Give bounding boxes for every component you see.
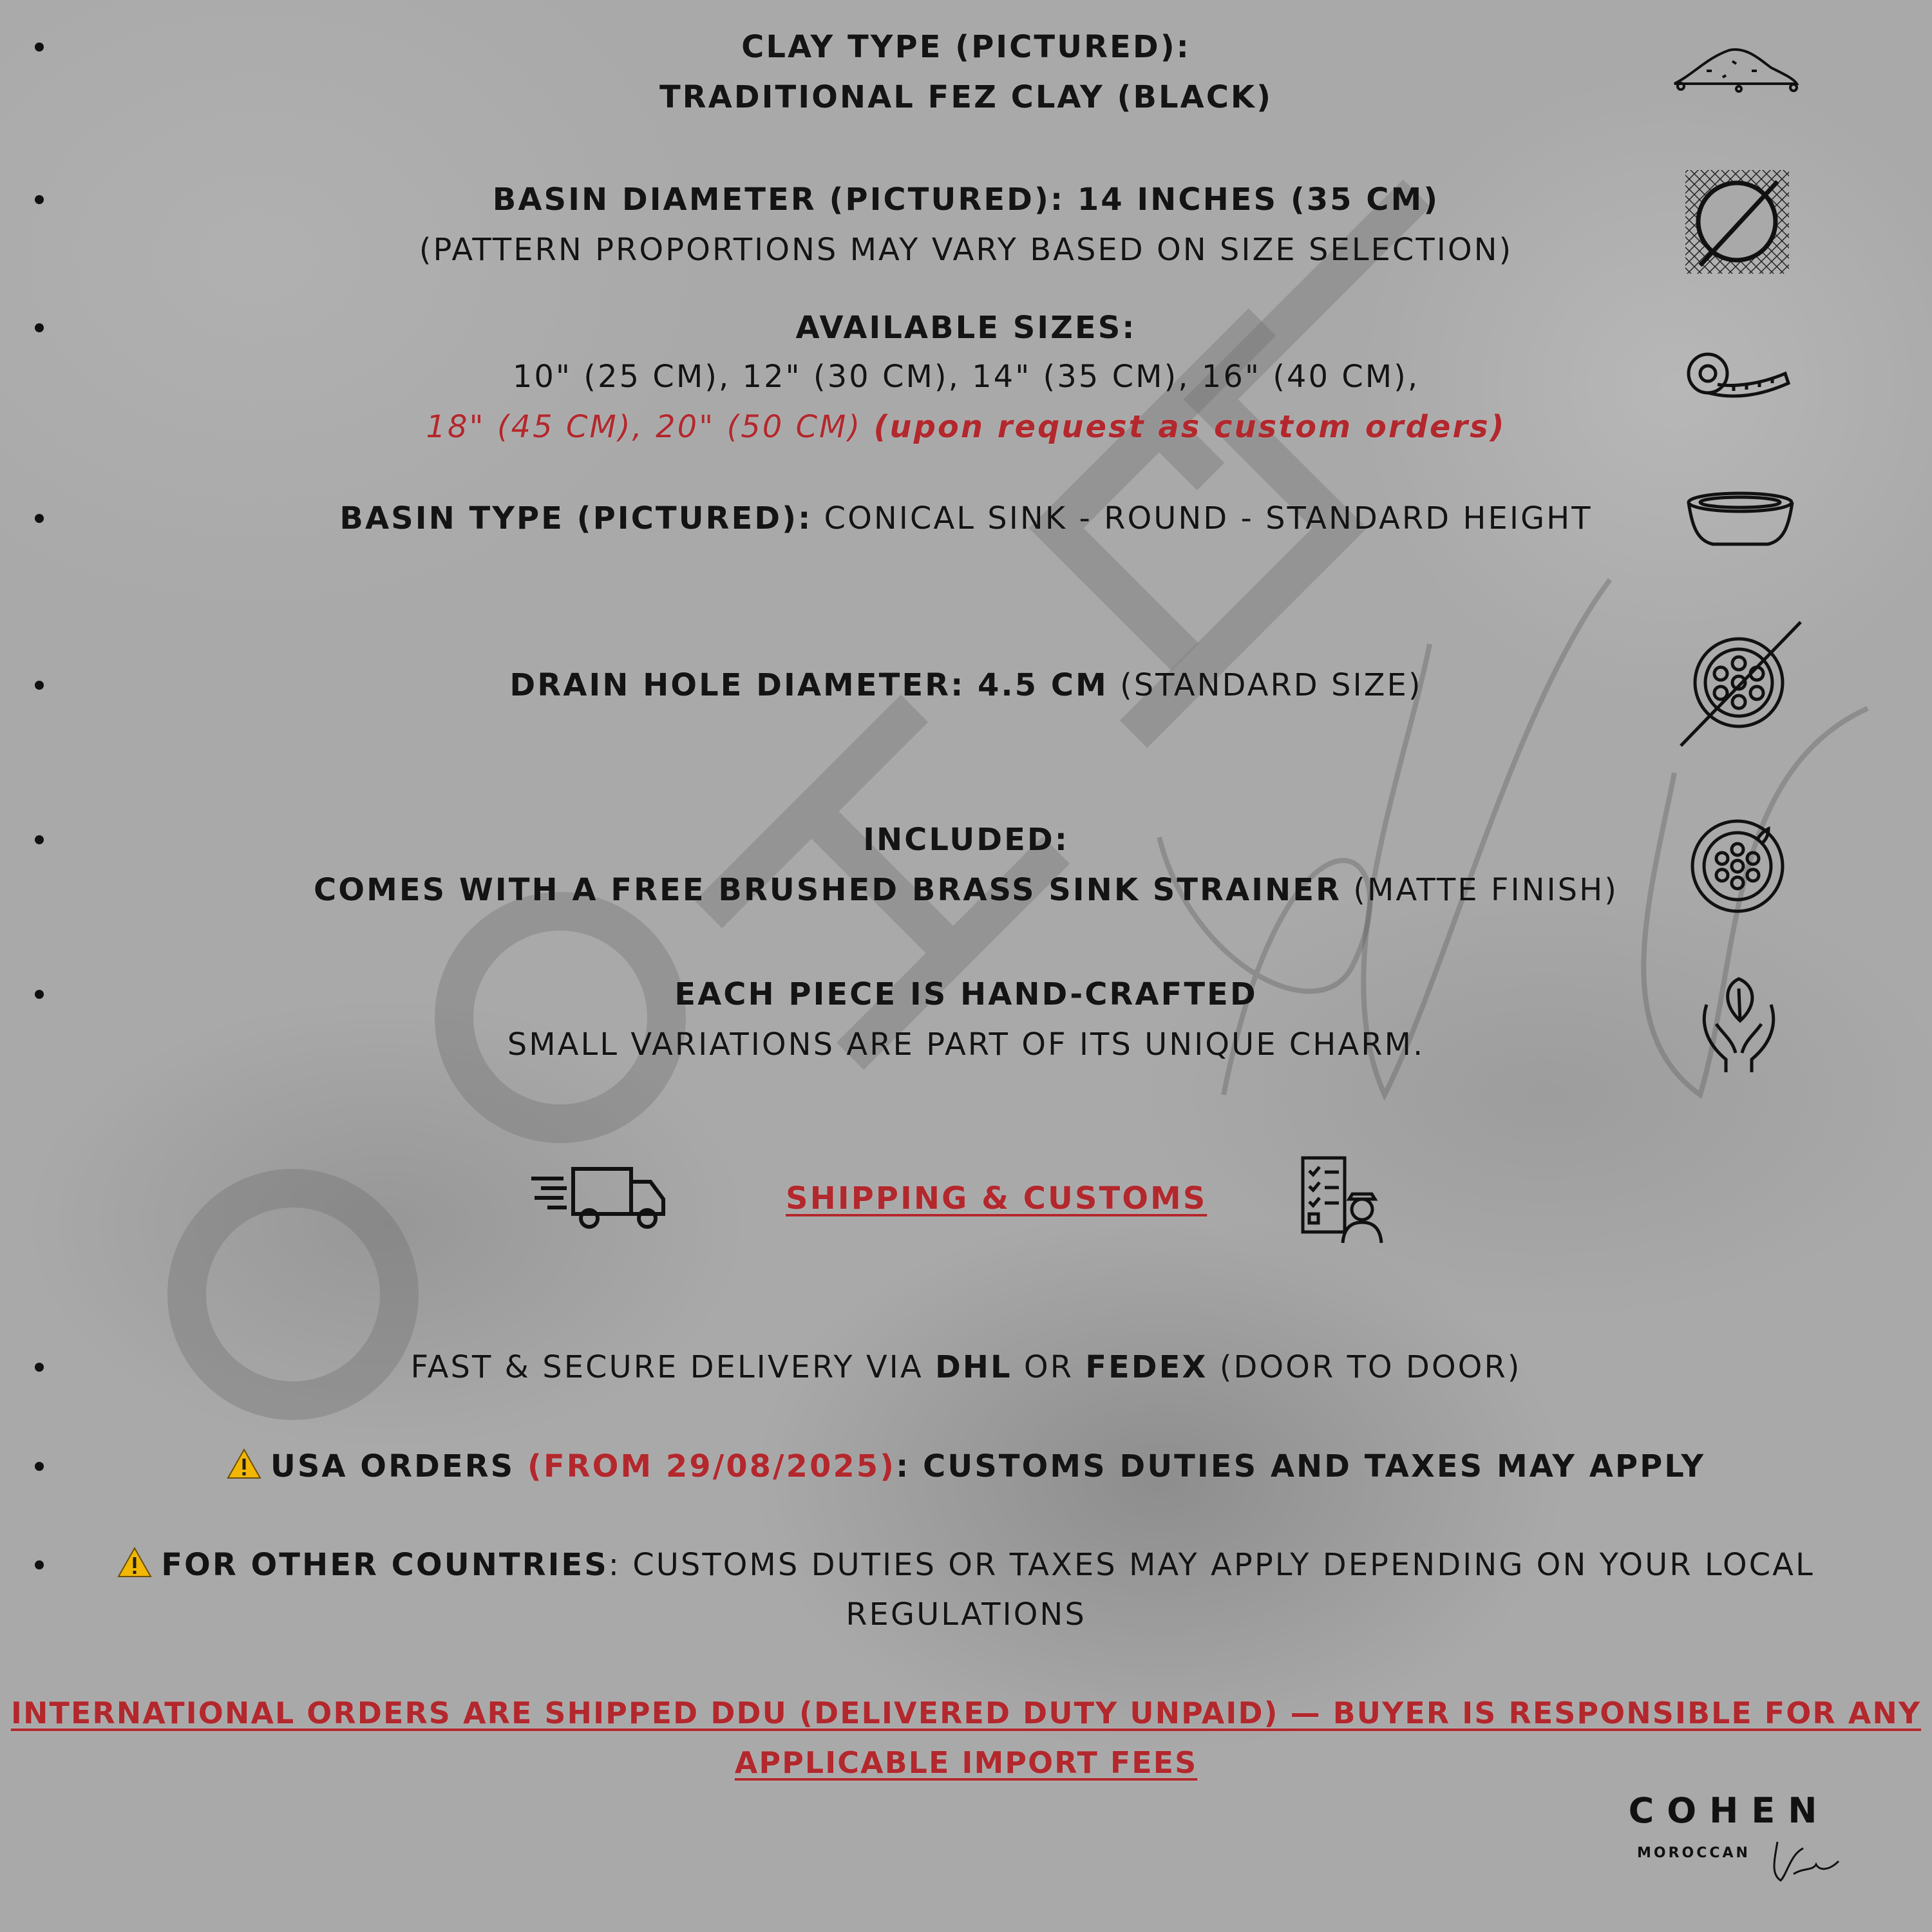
- custom-order-note: (upon request as custom orders): [873, 409, 1506, 445]
- included-value-note: (MATTE FINISH): [1353, 872, 1618, 908]
- basin-bowl-icon: [1684, 489, 1797, 551]
- handcrafted-title: EACH PIECE IS HAND-CRAFTED: [674, 976, 1258, 1012]
- drain-value: (STANDARD SIZE): [1119, 667, 1423, 703]
- delivery-suffix: (DOOR TO DOOR): [1219, 1349, 1522, 1385]
- available-sizes-custom: [0, 402, 1932, 452]
- usa-label: USA ORDERS: [270, 1448, 515, 1484]
- carrier-dhl: DHL: [934, 1349, 1012, 1385]
- delivery-prefix: FAST & SECURE DELIVERY VIA: [410, 1349, 923, 1385]
- brand-logo: [1623, 1790, 1835, 1887]
- other-label: FOR OTHER COUNTRIES: [161, 1547, 609, 1583]
- clay-type-title: CLAY TYPE (PICTURED):: [741, 29, 1191, 65]
- other-text: : CUSTOMS DUTIES OR TAXES MAY APPLY DEPENDING ON YOUR LOCAL: [608, 1547, 1815, 1583]
- other-countries-line2: REGULATIONS: [846, 1596, 1086, 1633]
- basin-type-label: BASIN TYPE (PICTURED):: [339, 500, 813, 536]
- drain-diameter-icon: [1674, 618, 1803, 747]
- included-value-bold: COMES WITH A FREE BRUSHED BRASS SINK STRAINER: [314, 872, 1341, 908]
- carrier-fedex: FEDEX: [1085, 1349, 1208, 1385]
- drain-line: [0, 660, 1932, 710]
- logo-name: COHEN: [1628, 1790, 1830, 1831]
- delivery-truck-icon: [528, 1159, 670, 1236]
- custom-sizes: 18" (45 CM), 20" (50 CM): [426, 409, 862, 445]
- logo-sub: MOROCCAN: [1637, 1845, 1750, 1861]
- basin-type-line: [0, 493, 1932, 544]
- available-sizes-title: AVAILABLE SIZES:: [795, 310, 1137, 346]
- ddu-notice-line2: APPLICABLE IMPORT FEES: [734, 1745, 1198, 1780]
- clay-pile-icon: [1668, 39, 1803, 97]
- hands-leaf-icon: [1694, 966, 1784, 1075]
- sink-strainer-icon: [1686, 815, 1789, 918]
- logo-signature: [1765, 1835, 1842, 1887]
- shipping-customs-heading: SHIPPING & CUSTOMS: [786, 1180, 1208, 1217]
- usa-orders-line: [0, 1441, 1932, 1492]
- usa-date: (FROM 29/08/2025): [527, 1448, 896, 1484]
- other-countries-line: [0, 1540, 1932, 1590]
- measuring-tape-icon: [1682, 345, 1795, 409]
- available-sizes-standard: 10" (25 CM), 12" (30 CM), 14" (35 CM), 16" (40 CM),: [512, 359, 1420, 395]
- customs-officer-icon: [1298, 1153, 1391, 1246]
- included-title: INCLUDED:: [863, 822, 1069, 858]
- handcrafted-note: SMALL VARIATIONS ARE PART OF ITS UNIQUE CHARM.: [507, 1027, 1425, 1063]
- diameter-icon: [1684, 169, 1790, 275]
- ddu-notice-line1: INTERNATIONAL ORDERS ARE SHIPPED DDU (DELIVERED DUTY UNPAID) — BUYER IS RESPONSIBLE FOR ANY: [10, 1696, 1922, 1730]
- basin-diameter-note: (PATTERN PROPORTIONS MAY VARY BASED ON SIZE SELECTION): [419, 232, 1513, 268]
- delivery-or: OR: [1023, 1349, 1074, 1385]
- usa-text: : CUSTOMS DUTIES AND TAXES MAY APPLY: [896, 1448, 1706, 1484]
- delivery-line: [0, 1342, 1932, 1392]
- included-value: [0, 865, 1932, 915]
- clay-type-value: TRADITIONAL FEZ CLAY (BLACK): [659, 79, 1273, 115]
- drain-label: DRAIN HOLE DIAMETER: 4.5 CM: [509, 667, 1108, 703]
- basin-diameter-title: BASIN DIAMETER (PICTURED): 14 INCHES (35 CM): [492, 182, 1440, 218]
- warning-icon: [117, 1542, 152, 1573]
- warning-icon: [227, 1444, 261, 1475]
- basin-type-value: CONICAL SINK - ROUND - STANDARD HEIGHT: [824, 500, 1593, 536]
